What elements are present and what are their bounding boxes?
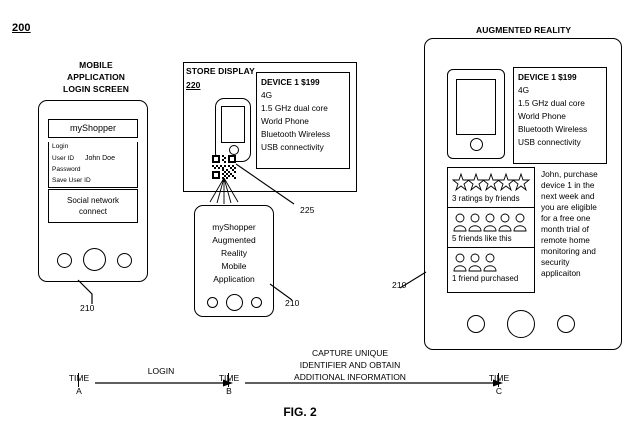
social-network-connect-button[interactable] [48, 189, 138, 223]
ar-heading: AUGMENTED REALITY [476, 25, 572, 35]
ar-device-spec-3: Bluetooth Wireless [518, 124, 588, 134]
app-phone-home-button[interactable] [226, 294, 243, 311]
timeline-segment2-label-line3: ADDITIONAL INFORMATION [294, 372, 406, 382]
qr-ref-label: 225 [300, 205, 315, 215]
store-display-phone-screen [221, 106, 245, 143]
ar-device-spec-0: 4G [518, 85, 530, 95]
login-app-title: myShopper [48, 119, 138, 138]
timeline-point-2-label: TIME [488, 373, 510, 383]
ar-device-spec-2: World Phone [518, 111, 566, 121]
timeline-point-1-sub: B [226, 386, 232, 396]
login-field-userid-label: User ID [52, 155, 75, 162]
timeline-segment2-label-line2: IDENTIFIER AND OBTAIN [299, 360, 401, 370]
ar-device-spec-1: 1.5 GHz dual core [518, 98, 585, 108]
login-heading-line2: APPLICATION [66, 72, 126, 82]
ar-device-card [513, 67, 607, 164]
ar-social-divider-2 [448, 247, 534, 248]
app-phone-line-0: myShopper [212, 222, 256, 232]
ar-offer-text: John, purchase device 1 in the next week and you are eligible for a free one month trial of remote home monitoring and security applicaiton [541, 169, 598, 279]
store-display-heading: STORE DISPLAY [186, 66, 255, 76]
person-icon [453, 252, 529, 272]
qr-code-icon [212, 155, 236, 179]
app-phone-line-2: Reality [221, 248, 247, 258]
ar-social-row-2-text: 1 friend purchased [452, 274, 519, 283]
store-device-spec-4: USB connectivity [261, 142, 324, 152]
store-device-card [256, 72, 350, 169]
store-display-phone-home-button [229, 145, 239, 155]
ar-device-title: DEVICE 1 $199 [518, 72, 577, 82]
app-phone-left-button[interactable] [207, 297, 218, 308]
login-section-label: Login [52, 143, 69, 150]
login-phone-home-button[interactable] [83, 248, 106, 271]
ar-ref-label: 210 [392, 280, 407, 290]
login-field-saveuserid-label: Save User ID [52, 177, 91, 184]
store-device-spec-3: Bluetooth Wireless [261, 129, 331, 139]
friends-icon [453, 212, 529, 232]
ar-phone [424, 38, 622, 350]
store-display-ref: 220 [186, 80, 201, 90]
timeline-arrow-b-c [245, 378, 505, 388]
ar-social-box [447, 167, 535, 293]
app-phone [194, 205, 274, 317]
timeline-segment1-label: LOGIN [147, 366, 175, 376]
login-heading-line3: LOGIN SCREEN [63, 84, 129, 94]
login-phone-left-button[interactable] [57, 253, 72, 268]
ar-social-row-0-text: 3 ratings by friends [452, 194, 520, 203]
app-phone-ref-label: 210 [285, 298, 300, 308]
ar-social-divider-1 [448, 207, 534, 208]
store-device-spec-1: 1.5 GHz dual core [261, 103, 328, 113]
timeline-segment2-label-line1: CAPTURE UNIQUE [311, 348, 389, 358]
store-device-title: DEVICE 1 $199 [261, 77, 320, 87]
login-ref-leader [60, 278, 100, 306]
store-display-phone [215, 98, 251, 162]
login-phone-right-button[interactable] [117, 253, 132, 268]
social-button-line2: connect [78, 207, 108, 216]
qr-ref-leader [234, 160, 302, 210]
store-device-spec-0: 4G [261, 90, 273, 100]
ar-device-image-screen [456, 79, 496, 135]
timeline-point-0-sub: A [76, 386, 82, 396]
ar-phone-left-button[interactable] [467, 315, 485, 333]
login-heading-line1: MOBILE [79, 60, 113, 70]
timeline-point-2-sub: C [495, 386, 503, 396]
login-phone [38, 100, 148, 282]
login-field-userid-value: John Doe [85, 155, 115, 162]
ar-device-spec-4: USB connectivity [518, 137, 581, 147]
ar-device-image [447, 69, 505, 159]
figure-caption: FIG. 2 [283, 405, 317, 419]
ar-phone-right-button[interactable] [557, 315, 575, 333]
ar-device-image-home-button [470, 138, 483, 151]
app-phone-line-3: Mobile [221, 261, 247, 271]
app-phone-line-4: Application [213, 274, 255, 284]
login-ref-label: 210 [80, 303, 95, 313]
app-phone-right-button[interactable] [251, 297, 262, 308]
figure-number: 200 [12, 22, 31, 34]
social-button-line1: Social network [66, 196, 120, 205]
store-device-spec-2: World Phone [261, 116, 309, 126]
timeline-point-0-label: TIME [68, 373, 90, 383]
ar-social-row-1-text: 5 friends like this [452, 234, 512, 243]
login-field-password-label: Password [52, 166, 81, 173]
ar-phone-home-button[interactable] [507, 310, 535, 338]
login-field-saveuserid[interactable] [48, 176, 138, 188]
timeline-point-1-label: TIME [218, 373, 240, 383]
stars-icon [452, 173, 530, 192]
app-phone-line-1: Augmented [212, 235, 256, 245]
